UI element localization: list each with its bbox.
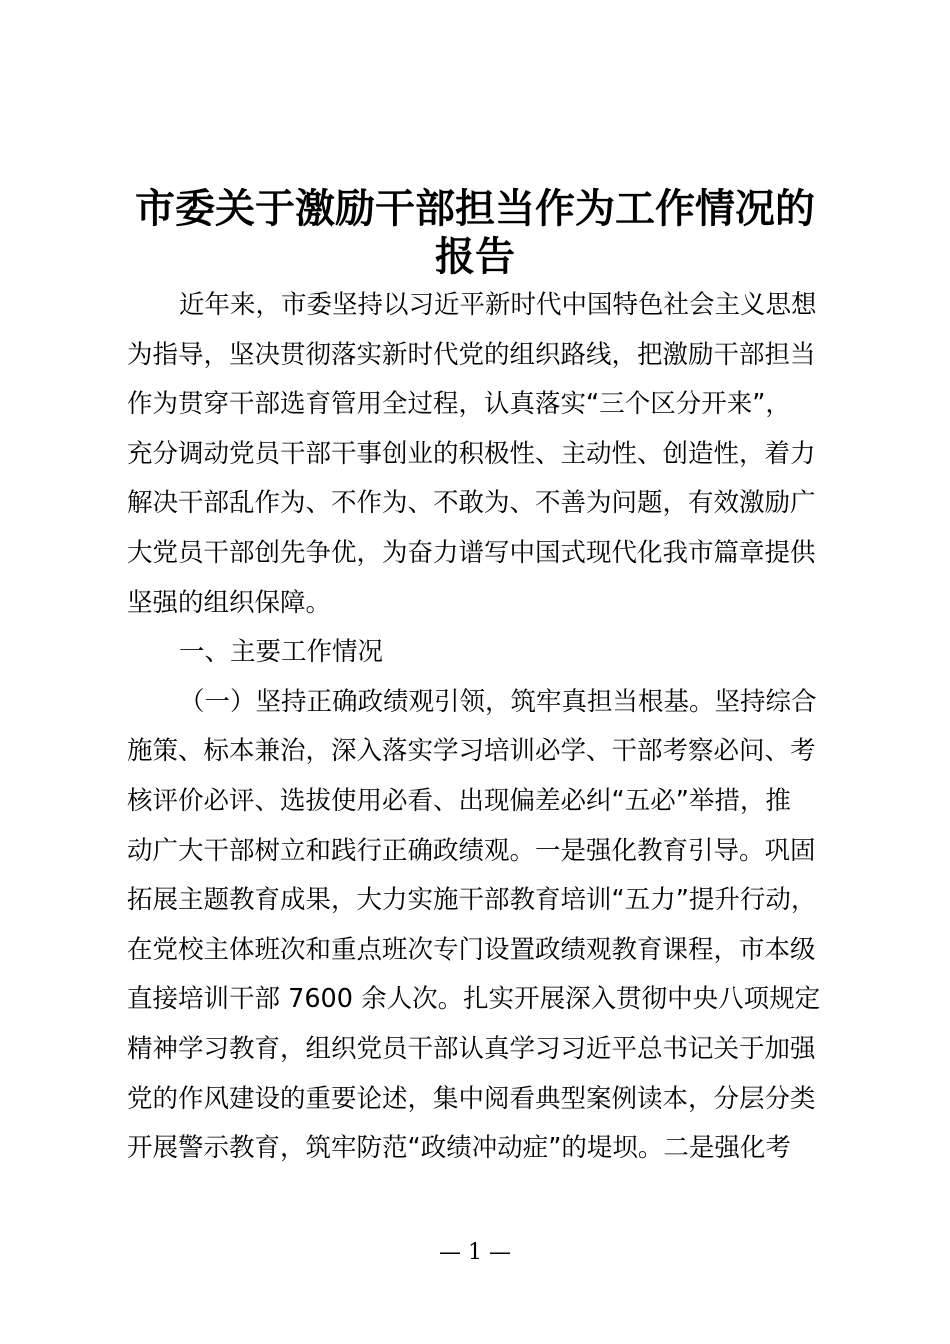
paragraph-line: 大党员干部创先争优，为奋力谱写中国式现代化我市篇章提供 [127, 537, 816, 568]
paragraph-line: 近年来，市委坚持以习近平新时代中国特色社会主义思想 [179, 290, 817, 320]
paragraph-line: （一）坚持正确政绩观引领，筑牢真担当根基。坚持综合 [179, 686, 817, 717]
section-heading: 一、主要工作情况 [179, 637, 384, 668]
paragraph-line: 解决干部乱作为、不作为、不敢为、不善为问题，有效激励广 [127, 488, 816, 519]
paragraph-line: 在党校主体班次和重点班次专门设置政绩观教育课程，市本级 [127, 934, 816, 965]
paragraph-line: 核评价必评、选拔使用必看、出现偏差必纠“五必”举措，推 [127, 785, 791, 816]
paragraph-line: 施策、标本兼治，深入落实学习培训必学、干部考察必问、考 [127, 736, 816, 767]
paragraph-line: 坚强的组织保障。 [127, 587, 332, 618]
paragraph-line: 开展警示教育，筑牢防范“政绩冲动症”的堤坝。二是强化考 [127, 1133, 791, 1164]
paragraph-line: 精神学习教育，组织党员干部认真学习习近平总书记关于加强 [127, 1033, 816, 1064]
paragraph-line: 为指导，坚决贯彻落实新时代党的组织路线，把激励干部担当 [127, 339, 816, 370]
paragraph-line: 党的作风建设的重要论述，集中阅看典型案例读本，分层分类 [127, 1083, 816, 1114]
paragraph-line: 充分调动党员干部干事创业的积极性、主动性、创造性，着力 [127, 438, 816, 469]
document-title-line-1: 市委关于激励干部担当作为工作情况的 [135, 185, 815, 232]
document-title-line-2: 报告 [435, 233, 515, 280]
paragraph-line: 直接培训干部 7600 余人次。扎实开展深入贯彻中央八项规定 [127, 984, 821, 1015]
document-body [127, 281, 837, 1174]
paragraph-line: 动广大干部树立和践行正确政绩观。一是强化教育引导。巩固 [127, 835, 816, 866]
paragraph-line: 作为贯穿干部选育管用全过程，认真落实“三个区分开来”， [127, 389, 791, 420]
page-number: — 1 — [439, 1240, 511, 1265]
paragraph-line: 拓展主题教育成果，大力实施干部教育培训“五力”提升行动， [127, 885, 817, 916]
